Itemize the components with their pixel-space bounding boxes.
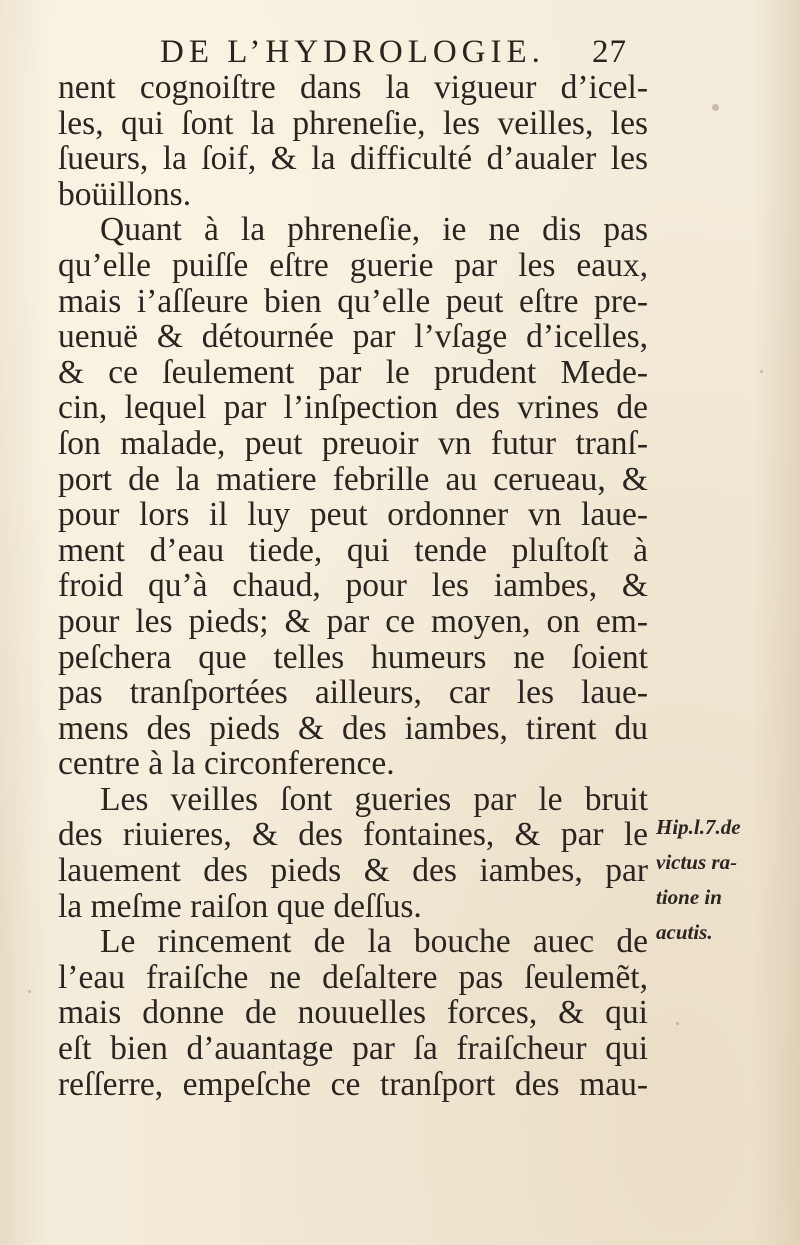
text-line: nent cognoiſtre dans la vigueur d’icel- — [58, 69, 648, 106]
text-line: pour lors il luy peut ordonner vn laue- — [58, 496, 648, 534]
margin-note — [656, 810, 796, 950]
text-line: pas tranſportées ailleurs, car les laue- — [58, 674, 648, 712]
text-line: eſt bien d’auantage par ſa fraiſcheur qui — [58, 1030, 648, 1068]
text-line: pour les pieds; & par ce moyen, on em- — [58, 602, 648, 640]
text-line: centre à la circonference. — [58, 745, 395, 783]
text-line: mais i’aſſeure bien qu’elle peut eſtre pre- — [58, 282, 648, 320]
text-line: reſſerre, empeſche ce tranſport des mau- — [58, 1065, 648, 1103]
body-text — [58, 70, 648, 1102]
text-line: cin, lequel par l’inſpection des vrines de — [58, 389, 648, 427]
paper-speck — [676, 1022, 679, 1025]
paragraph-start-line: Les veilles ſont gueries par le bruit — [100, 780, 648, 818]
text-line: peſchera que telles humeurs ne ſoient — [58, 638, 648, 676]
text-line: qu’elle puiſſe eſtre guerie par les eaux, — [58, 246, 648, 284]
text-line: des riuieres, & des fontaines, & par le — [58, 816, 648, 854]
margin-note-line: acutis. — [656, 920, 713, 944]
margin-note-line: Hip.l.7.de — [656, 815, 741, 839]
text-line: port de la matiere febrille au cerueau, & — [58, 460, 648, 498]
text-line: ſon malade, peut preuoir vn futur tranſ- — [58, 424, 648, 462]
text-line: lauement des pieds & des iambes, par — [58, 852, 648, 890]
text-line: la meſme raiſon que deſſus. — [58, 887, 422, 925]
text-line: ment d’eau tiede, qui tende pluſtoſt à — [58, 531, 648, 569]
margin-note-line: victus ra- — [656, 850, 738, 874]
text-line: l’eau fraiſche ne deſaltere pas ſeulemẽt, — [58, 958, 648, 996]
paper-speck — [712, 104, 719, 111]
paragraph-start-line: Le rincement de la bouche auec de — [100, 923, 648, 961]
paper-speck — [760, 370, 763, 373]
running-head — [160, 34, 660, 74]
text-line: froid qu’à chaud, pour les iambes, & — [58, 567, 648, 605]
text-line: uenuë & détournée par l’vſage d’icelles, — [58, 318, 648, 356]
text-line: mens des pieds & des iambes, tirent du — [58, 709, 648, 747]
paragraph-start-line: Quant à la phreneſie, ie ne dis pas — [100, 211, 648, 249]
text-line: ſueurs, la ſoif, & la difficulté d’aualer les — [58, 140, 648, 178]
text-line: mais donne de nouuelles forces, & qui — [58, 994, 648, 1032]
text-line: boüillons. — [58, 175, 192, 213]
page-number: 27 — [592, 34, 627, 70]
running-head-title: DE L’HYDROLOGIE. — [160, 34, 545, 70]
margin-note-line: tione in — [656, 885, 722, 909]
paper-speck — [28, 990, 31, 993]
text-line: & ce ſeulement par le prudent Mede- — [58, 353, 648, 391]
text-line: les, qui ſont la phreneſie, les veilles, les — [58, 104, 648, 142]
